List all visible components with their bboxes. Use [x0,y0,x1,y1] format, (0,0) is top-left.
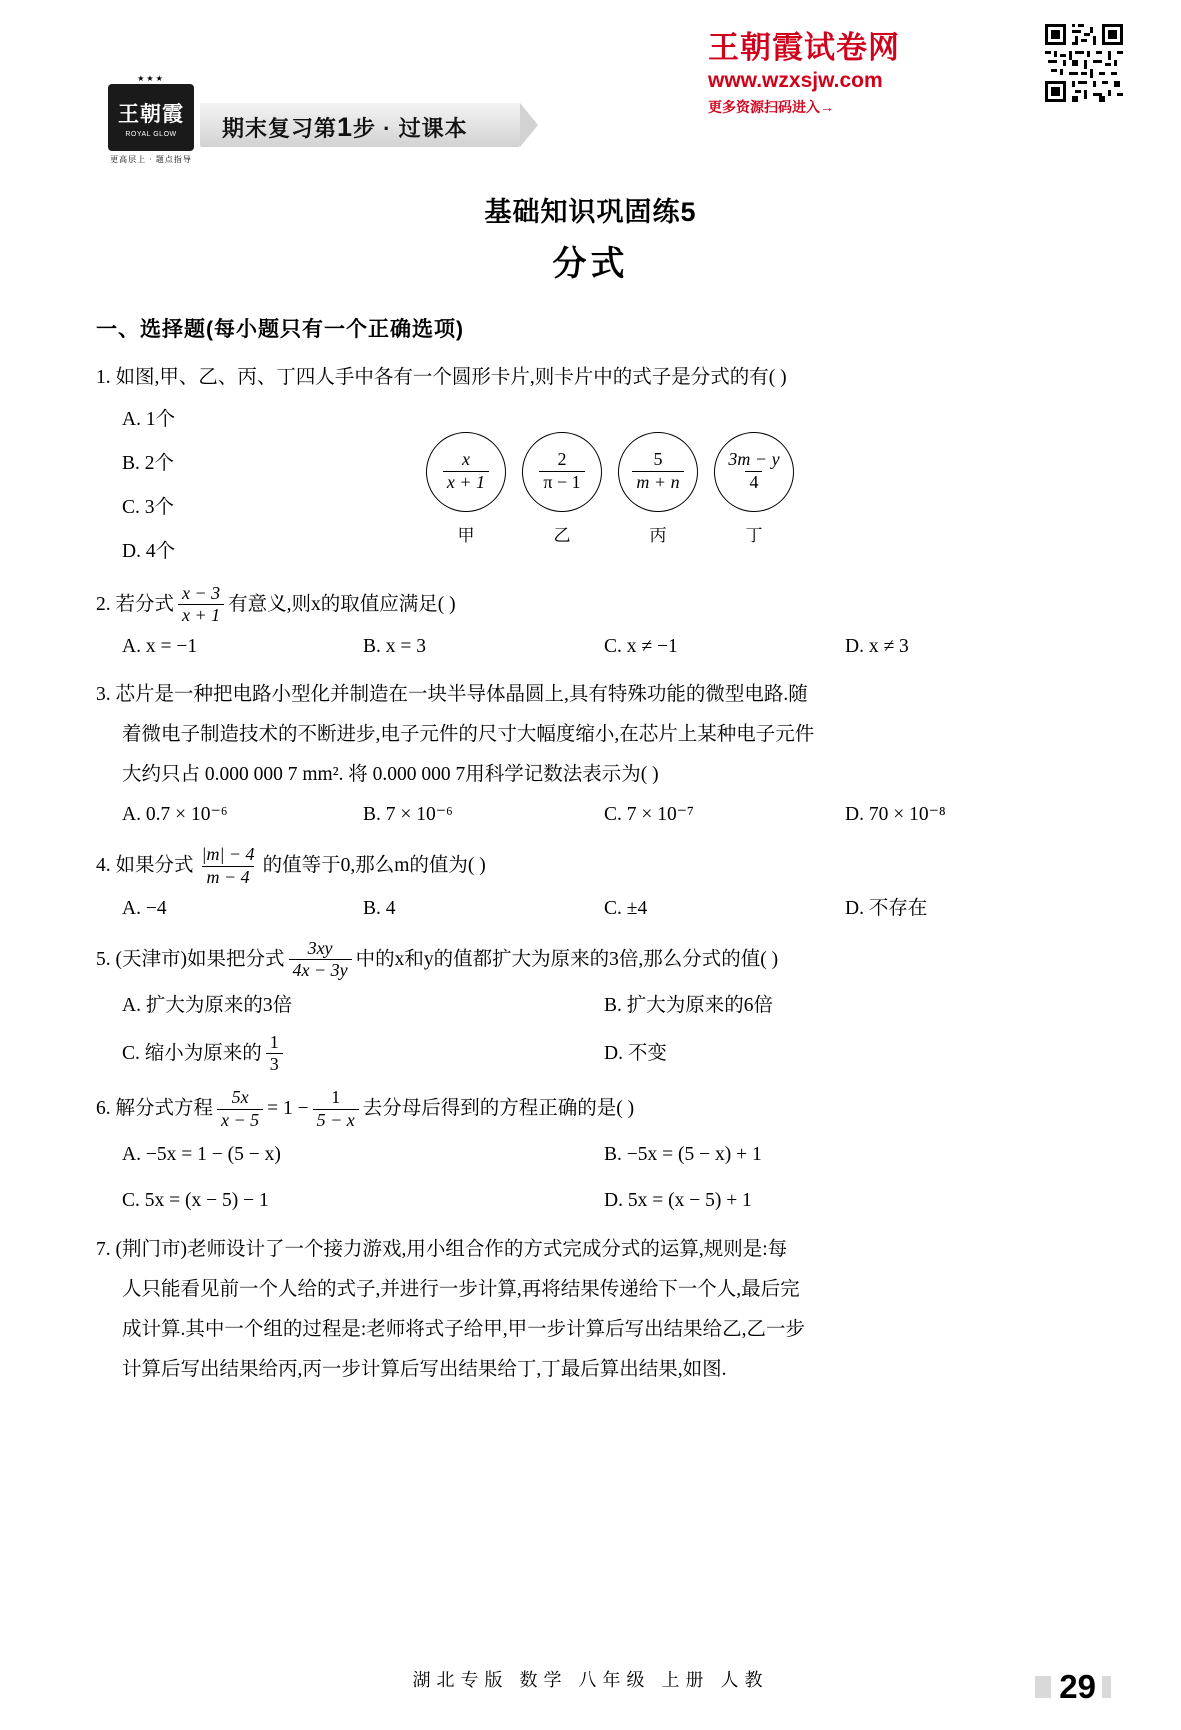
page-decoration [1102,1676,1111,1698]
question-1-text: 1. 如图,甲、乙、丙、丁四人手中各有一个圆形卡片,则卡片中的式子是分式的有( ) [96,367,787,388]
fraction-numerator: 1 [331,1087,341,1108]
option-item[interactable]: D. 4个 [122,541,176,562]
option-item[interactable]: A. 0.7 × 10⁻⁶ [122,804,228,826]
promo-scan-hint: 更多资源扫码进入→ [708,99,834,115]
card-circle [522,432,602,556]
ribbon-step-number: 1 [337,112,354,142]
card-label: 甲 [457,526,475,545]
fraction-numerator: 5 [653,449,663,470]
card-label: 丙 [649,526,667,545]
question-3-options [96,795,1086,835]
option-item[interactable]: B. x = 3 [363,636,427,658]
logo-stars-icon: ★★★ [137,74,165,83]
option-item[interactable]: C. 3个 [122,497,175,518]
ribbon-post: 步 · 过课本 [353,116,468,141]
card-expression [522,432,602,512]
question-7 [96,1230,1086,1390]
fraction-numerator: 3xy [307,937,333,958]
option-item[interactable]: A. 扩大为原来的3倍 [122,995,293,1017]
option-item[interactable]: A. −5x = 1 − (5 − x) [122,1143,281,1165]
fraction-numerator: 1 [269,1032,279,1053]
promo-site-url[interactable]: www.wzxsjw.com [708,69,883,92]
logo-brand-main: 王朝霞 [118,102,184,126]
logo-brand-sub: ROYAL GLOW [125,130,177,138]
option-item[interactable]: C. 5x = (x − 5) − 1 [122,1189,269,1211]
page-decoration [1035,1676,1051,1698]
question-2-tail: 有意义,则x的取值应满足( ) [228,594,456,616]
fraction-denominator: m + n [632,471,683,493]
option-item[interactable]: C. ±4 [604,897,648,919]
question-6-mid: = 1 − [267,1098,309,1120]
option-item[interactable] [122,1030,604,1078]
question-3 [96,675,1086,835]
question-5-options [96,982,1086,1078]
publisher-logo [96,75,206,165]
section-heading: 一、选择题(每小题只有一个正确选项) [96,318,464,341]
question-1-options [96,398,426,574]
fraction-denominator: x − 5 [217,1109,263,1131]
question-7-line: 计算后写出结果给丙,丙一步计算后写出结果给丁,丁最后算出结果,如图. [122,1358,727,1380]
question-4-lead: 4. 如果分式 [96,855,194,877]
question-2-options [96,627,1086,667]
question-1-body [96,398,1086,574]
question-3-line: 大约只占 0.000 000 7 mm². 将 0.000 000 7用科学记数法表示为( ) [122,764,659,786]
option-item[interactable]: B. 扩大为原来的6倍 [604,995,774,1017]
page-number: 29 [1059,1668,1096,1705]
option-item[interactable]: A. 1个 [122,409,176,430]
question-5-lead: 5. (天津市)如果把分式 [96,949,285,971]
page-subtitle: 分式 [552,245,629,283]
fraction-denominator: π − 1 [539,471,584,493]
card-circle [714,432,794,556]
option-item[interactable]: B. 4 [363,897,396,919]
fraction-denominator: 3 [266,1053,283,1075]
fraction-numerator: 3m − y [728,449,780,470]
fraction-denominator: m − 4 [202,866,253,888]
question-5-text [96,939,1086,982]
logo-seal [108,84,194,151]
option-item[interactable]: B. −5x = (5 − x) + 1 [604,1143,762,1165]
fraction-numerator: 2 [557,449,567,470]
fraction-denominator: 4 [745,471,762,493]
question-7-line: 7. (荆门市)老师设计了一个接力游戏,用小组合作的方式完成分式的运算,规则是:每 [96,1238,788,1260]
question-6-tail: 去分母后得到的方程正确的是( ) [362,1098,635,1120]
option-item[interactable]: A. x = −1 [122,636,198,658]
logo-caption: 更高层上 · 题点指导 [110,155,192,164]
question-6-text [96,1088,1086,1131]
question-7-line: 人只能看见前一个人给的式子,并进行一步计算,再将结果传递给下一个人,最后完 [122,1278,800,1300]
option-item[interactable]: B. 7 × 10⁻⁶ [363,804,453,826]
page-title: 基础知识巩固练5 [484,197,697,227]
option-item[interactable]: D. 不变 [604,1043,667,1065]
page-number-block [1035,1668,1111,1706]
fraction-denominator: 5 − x [313,1109,359,1131]
option-item[interactable]: C. 7 × 10⁻⁷ [604,804,694,826]
promo-site-name: 王朝霞试卷网 [708,30,900,65]
question-7-line: 成计算.其中一个组的过程是:老师将式子给甲,甲一步计算后写出结果给乙,乙一步 [122,1318,806,1340]
option-item[interactable]: D. x ≠ 3 [845,636,909,658]
card-label: 丁 [745,526,763,545]
question-4-tail: 的值等于0,那么m的值为( ) [262,855,486,877]
footer-info: 湖北专版 数学 八年级 上册 人教 [412,1670,769,1690]
question-4 [96,845,1086,928]
question-1 [96,358,1086,574]
fraction-numerator: x [461,449,470,470]
option-item-text: C. 缩小为原来的 [122,1043,262,1065]
question-6 [96,1088,1086,1223]
qr-code-icon[interactable] [1045,24,1123,102]
fraction-denominator: x + 1 [443,471,489,493]
question-4-text [96,845,1086,888]
option-item[interactable]: B. 2个 [122,453,175,474]
question-5-tail: 中的x和y的值都扩大为原来的3倍,那么分式的值( ) [355,949,779,971]
ribbon-pre: 期末复习第 [222,116,338,141]
fraction-numerator: |m| − 4 [201,844,255,865]
question-2 [96,584,1086,667]
card-label: 乙 [553,526,571,545]
question-1-figure [426,398,794,574]
option-item[interactable]: A. −4 [122,897,167,919]
fraction-denominator: 4x − 3y [289,959,352,981]
question-6-options [96,1132,1086,1224]
card-circle [618,432,698,556]
card-circle [426,432,506,556]
header-ribbon-text [222,112,468,143]
question-6-lead: 6. 解分式方程 [96,1098,214,1120]
option-item[interactable]: D. 5x = (x − 5) + 1 [604,1189,752,1211]
question-3-line: 3. 芯片是一种把电路小型化并制造在一块半导体晶圆上,具有特殊功能的微型电路.随 [96,684,808,706]
question-5 [96,939,1086,1078]
exercise-content [96,310,1086,1390]
fraction-denominator: x + 1 [178,604,224,626]
card-expression [714,432,794,512]
option-item[interactable]: D. 70 × 10⁻⁸ [845,804,946,826]
card-expression [618,432,698,512]
question-2-text [96,584,1086,627]
promo-text-block [708,22,1008,117]
option-item[interactable]: D. 不存在 [845,897,928,919]
fraction-numerator: x − 3 [182,583,221,603]
card-expression [426,432,506,512]
question-3-line: 着微电子制造技术的不断进步,电子元件的尺寸大幅度缩小,在芯片上某种电子元件 [122,724,815,746]
question-4-options [96,889,1086,929]
fraction-numerator: 5x [231,1087,249,1108]
question-2-lead: 2. 若分式 [96,594,175,616]
promo-banner [708,22,1123,115]
option-item[interactable]: C. x ≠ −1 [604,636,678,658]
